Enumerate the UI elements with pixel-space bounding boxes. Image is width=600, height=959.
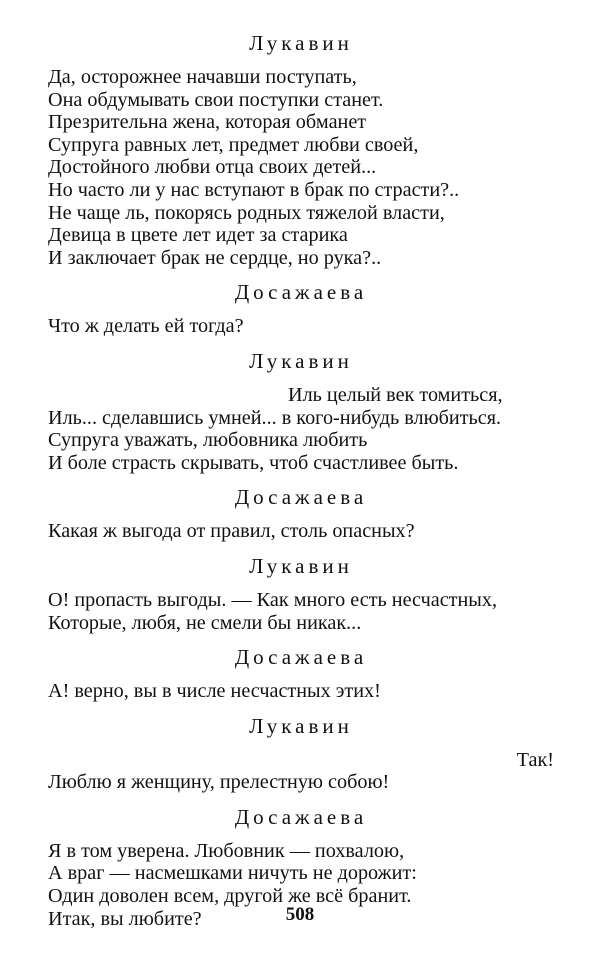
speaker-heading: Лукавин <box>249 713 353 738</box>
verse-line: Достойного любви отца своих детей... <box>48 156 377 179</box>
verse-block <box>48 315 554 338</box>
verse-line: Иль целый век томиться, <box>288 383 503 406</box>
speaker-heading: Лукавин <box>249 348 353 373</box>
speaker-heading: Досажаева <box>234 280 368 305</box>
verse-line: О! пропасть выгоды. — Как много есть несчастных, <box>48 588 498 611</box>
verse-block <box>48 749 554 794</box>
verse-line: Иль... сделавшись умней... в кого-нибудь влюбиться. <box>48 406 502 429</box>
verse-block <box>48 680 554 703</box>
verse-line: И заключает брак не сердце, но рука?.. <box>48 246 382 269</box>
verse-line: Какая ж выгода от правил, столь опасных? <box>48 520 415 543</box>
verse-line: Супруга уважать, любовника любить <box>48 429 368 452</box>
speaker-heading: Досажаева <box>234 485 368 510</box>
verse-line: А враг — насмешками ничуть не дорожит: <box>48 862 417 885</box>
verse-line: Супруга равных лет, предмет любви своей, <box>48 133 419 156</box>
verse-line: Я в том уверена. Любовник — похвалою, <box>48 839 405 862</box>
verse-line: Которые, любя, не смели бы никак... <box>48 611 362 634</box>
verse-block <box>48 384 554 474</box>
verse-line: Так! <box>516 748 554 771</box>
verse-line: И боле страсть скрывать, чтоб счастливее быть. <box>48 451 459 474</box>
verse-line: А! верно, вы в числе несчастных этих! <box>48 680 381 703</box>
verse-line: Девица в цвете лет идет за старика <box>48 224 348 247</box>
verse-block <box>48 589 554 634</box>
verse-line: Не чаще ль, покорясь родных тяжелой власти, <box>48 201 445 224</box>
verse-line: Презрительна жена, которая обманет <box>48 111 367 134</box>
verse-block <box>48 520 554 543</box>
speaker-heading: Досажаева <box>234 804 368 829</box>
verse-line: Итак, вы любите? <box>48 907 202 930</box>
verse-line: Но часто ли у нас вступают в брак по страсти?.. <box>48 178 460 201</box>
speaker-heading: Лукавин <box>249 31 353 55</box>
verse-line: Один доволен всем, другой же всё бранит. <box>48 885 412 908</box>
speaker-heading: Лукавин <box>249 553 353 578</box>
verse-block <box>48 66 554 269</box>
verse-line: Да, осторожнее начавши поступать, <box>48 66 357 88</box>
verse-line: Она обдумывать свои поступки станет. <box>48 88 384 111</box>
page-number: 508 <box>285 904 315 925</box>
verse-line: Что ж делать ей тогда? <box>48 315 244 338</box>
speaker-heading: Досажаева <box>234 645 368 670</box>
verse-line: Люблю я женщину, прелестную собою! <box>48 771 390 794</box>
